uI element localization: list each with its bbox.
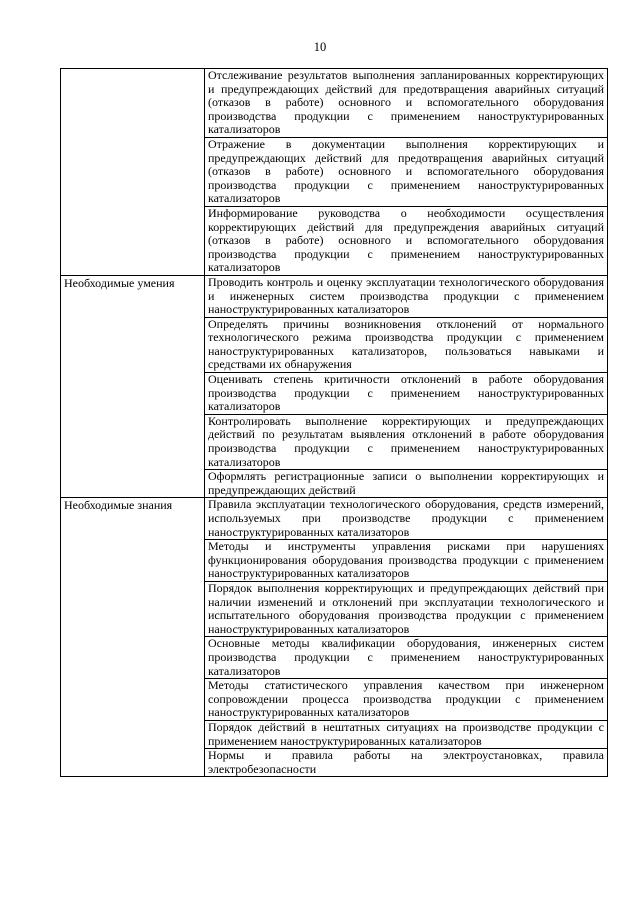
section-row-skills <box>61 275 608 498</box>
category-label: Необходимые знания <box>64 498 173 513</box>
items-cell <box>205 275 608 498</box>
list-item: Отслеживание результатов выполнения запланированных корректирующих и предупреждающих действий для предотвращения аварийных ситуаций (отказов в работе) основного и вспомогательного оборудования производства продукции с применением наноструктурированных катализаторов <box>208 68 604 137</box>
category-label <box>61 69 204 70</box>
page-number: 10 <box>313 40 327 54</box>
section-row-labor-actions <box>61 69 608 276</box>
list-item: Оформлять регистрационные записи о выполнении корректирующих и предупреждающих действий <box>205 469 607 497</box>
list-item: Нормы и правила работы на электроустановках, правила электробезопасности <box>205 748 607 776</box>
list-item: Основные методы квалификации оборудования, инженерных систем производства продукции с применением наноструктурированных катализаторов <box>205 636 607 678</box>
category-cell <box>61 275 205 498</box>
list-item: Определять причины возникновения отклонений от нормального технологического режима производства продукции с применением наноструктурированных катализаторов, пользоваться навыками и средствами их обнаружения <box>205 317 607 372</box>
category-cell <box>61 69 205 276</box>
list-item: Методы статистического управления качеством при инженерном сопровождении процесса производства продукции с применением наноструктурированных катализаторов <box>205 678 607 720</box>
category-cell <box>61 498 205 777</box>
list-item: Проводить контроль и оценку эксплуатации технологического оборудования и инженерных систем производства продукции с применением наноструктурированных катализаторов <box>208 274 604 317</box>
list-item: Оценивать степень критичности отклонений в работе оборудования производства продукции с применением наноструктурированных катализаторов <box>205 372 607 414</box>
items-cell <box>205 69 608 276</box>
section-row-knowledge <box>61 498 608 777</box>
requirements-table <box>60 68 608 777</box>
list-item: Порядок выполнения корректирующих и предупреждающих действий при наличии изменений и отклонений при эксплуатации технологического и испытательного оборудования производства продукции с применением наноструктурированных катализаторов <box>205 581 607 636</box>
items-cell <box>205 498 608 777</box>
list-item: Правила эксплуатации технологического оборудования, средств измерений, используемых при производстве продукции с применением наноструктурированных катализаторов <box>208 497 604 539</box>
list-item: Отражение в документации выполнения корректирующих и предупреждающих действий для предотвращения аварийных ситуаций (отказов в работе) основного и вспомогательного оборудования производства продукции с применением наноструктурированных катализаторов <box>205 137 607 206</box>
list-item: Методы и инструменты управления рисками при нарушениях функционирования оборудования производства продукции с применением наноструктурированных катализаторов <box>205 539 607 581</box>
list-item: Порядок действий в нештатных ситуациях на производстве продукции с применением наноструктурированных катализаторов <box>205 720 607 748</box>
category-label: Необходимые умения <box>64 275 175 290</box>
table-body <box>61 69 608 777</box>
list-item: Контролировать выполнение корректирующих и предупреждающих действий по результатам выявления отклонений в работе оборудования производства продукции с применением наноструктурированных катализаторов <box>205 414 607 469</box>
list-item: Информирование руководства о необходимости осуществления корректирующих действий для предупреждения аварийных ситуаций (отказов в работе) основного и вспомогательного оборудования производства продукции с применением наноструктурированных катализаторов <box>205 206 607 275</box>
